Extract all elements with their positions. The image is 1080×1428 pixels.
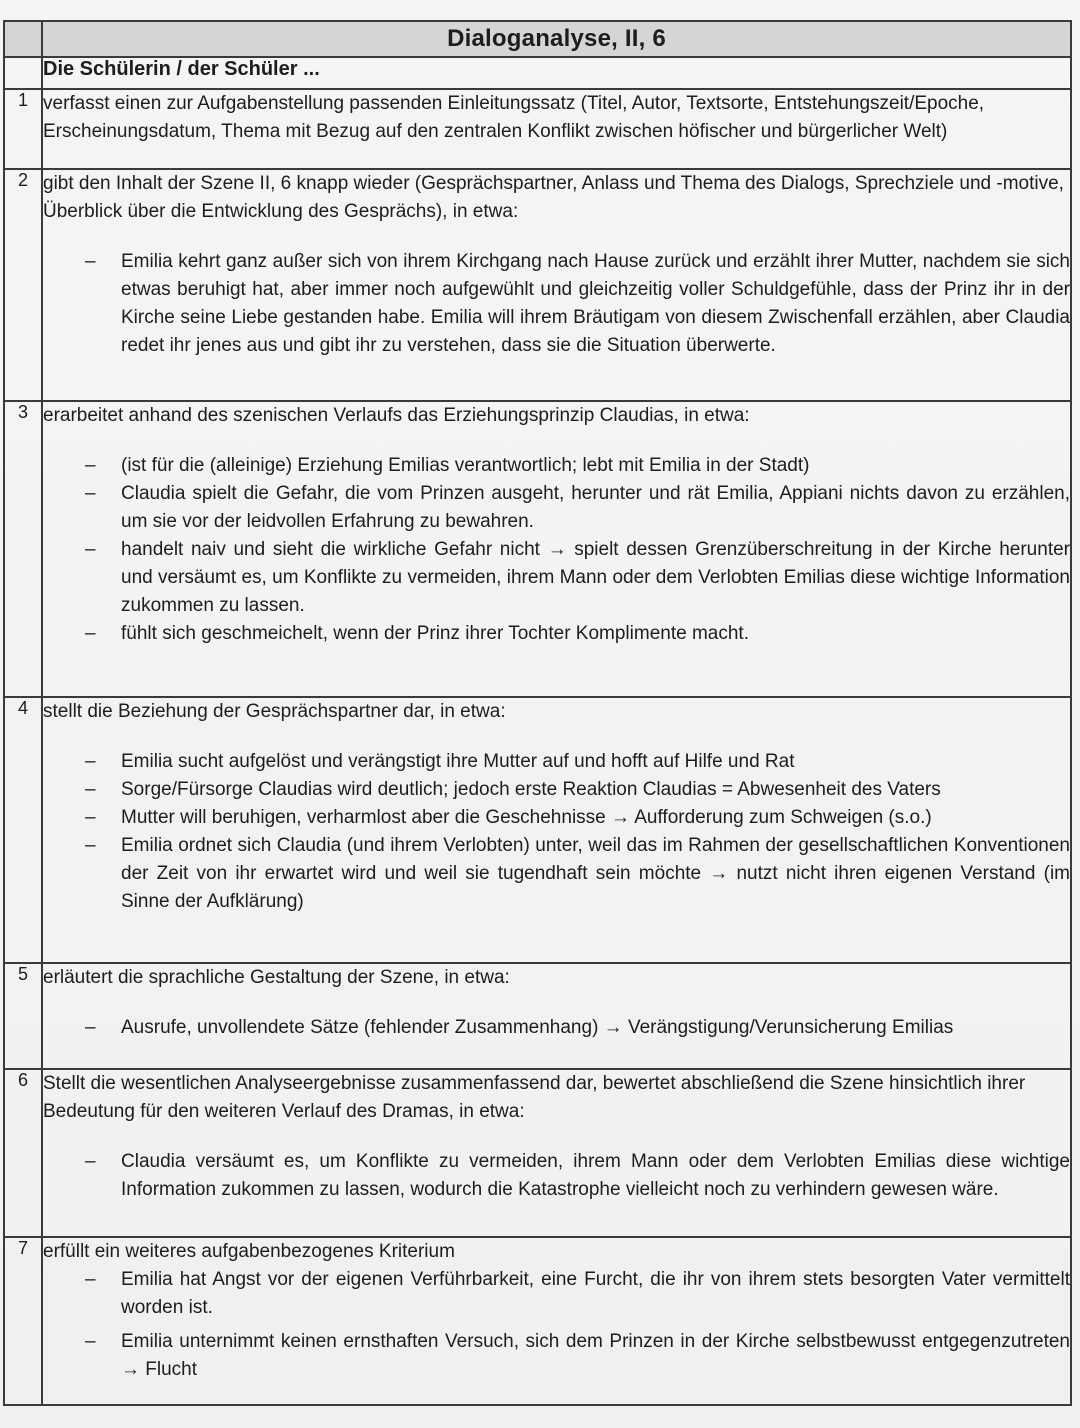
- criterion-items: [43, 1014, 1070, 1042]
- header-corner-cell: [4, 21, 42, 57]
- criterion-body: [42, 401, 1071, 697]
- list-item: – Emilia sucht aufgelöst und verängstigt ihre Mutter auf und hofft auf Hilfe und Rat: [43, 748, 1070, 776]
- criterion-text: gibt den Inhalt der Szene II, 6 knapp wieder (Gesprächspartner, Anlass und Thema des Dialogs, Sprechziele und -motive, Überblick über die Entwicklung des Gesprächs), in etwa:: [43, 173, 1064, 222]
- criterion-items: [43, 452, 1070, 648]
- criterion-text: verfasst einen zur Aufgabenstellung passenden Einleitungssatz (Titel, Autor, Textsorte, Entstehungszeit/Epoche, Erscheinungsdatum, Thema mit Bezug auf den zentralen Konflikt zwischen höfischer und bürgerlicher Welt): [43, 93, 985, 142]
- list-item: – Ausrufe, unvollendete Sätze (fehlender Zusammenhang) → Verängstigung/Verunsicherung Emilias: [43, 1014, 1070, 1042]
- criterion-number: 2: [4, 169, 42, 401]
- criterion-text: erarbeitet anhand des szenischen Verlaufs das Erziehungsprinzip Claudias, in etwa:: [43, 405, 750, 426]
- criterion-body: [42, 169, 1071, 401]
- criterion-row-2: [4, 169, 1071, 401]
- criterion-items: [43, 1148, 1070, 1204]
- list-item: – handelt naiv und sieht die wirkliche Gefahr nicht → spielt dessen Grenzüberschreitung in der Kirche herunter und versäumt es, um Konflikte zu vermeiden, ihrem Mann oder dem Verlobten Emilias diese wichtige Information zukommen zu lassen.: [43, 536, 1070, 620]
- list-item: – Claudia versäumt es, um Konflikte zu vermeiden, ihrem Mann oder dem Verlobten Emilias diese wichtige Information zukommen zu lassen, wodurch die Katastrophe vielleicht noch zu verhindern gewesen wäre.: [43, 1148, 1070, 1204]
- criteria-table: [3, 20, 1072, 1406]
- criterion-number: 6: [4, 1069, 42, 1237]
- criterion-row-1: [4, 89, 1071, 169]
- criterion-row-3: [4, 401, 1071, 697]
- list-item: – Sorge/Fürsorge Claudias wird deutlich; jedoch erste Reaktion Claudias = Abwesenheit des Vaters: [43, 776, 1070, 804]
- criterion-row-7: [4, 1237, 1071, 1405]
- subtitle-corner-cell: [4, 57, 42, 89]
- criterion-body: [42, 1069, 1071, 1237]
- criterion-body: [42, 89, 1071, 169]
- criterion-text: Stellt die wesentlichen Analyseergebnisse zusammenfassend dar, bewertet abschließend die Szene hinsichtlich ihrer Bedeutung für den weiteren Verlauf des Dramas, in etwa:: [43, 1073, 1026, 1122]
- list-item: – fühlt sich geschmeichelt, wenn der Prinz ihrer Tochter Komplimente macht.: [43, 620, 1070, 648]
- list-item: – Emilia ordnet sich Claudia (und ihrem Verlobten) unter, weil das im Rahmen der gesellschaftlichen Konventionen der Zeit von ihr erwartet wird und weil sie tugendhaft sein möchte → nutzt nicht ihren eigenen Verstand (im Sinne der Aufklärung): [43, 832, 1070, 916]
- list-item: – Mutter will beruhigen, verharmlost aber die Geschehnisse → Aufforderung zum Schweigen (s.o.): [43, 804, 1070, 832]
- document-subtitle: Die Schülerin / der Schüler ...: [42, 57, 1071, 89]
- list-item: – Emilia kehrt ganz außer sich von ihrem Kirchgang nach Hause zurück und erzählt ihrer Mutter, nachdem sie sich etwas beruhigt hat, aber immer noch aufgewühlt und gleichzeitig voller Schuldgefühle, dass der Prinz ihr in der Kirche seine Liebe gestanden habe. Emilia will ihrem Bräutigam von diesem Zwischenfall erzählen, aber Claudia redet ihr jenes aus und gibt ihr zu verstehen, dass sie die Situation überwerte.: [43, 248, 1070, 360]
- header-row: [4, 21, 1071, 57]
- criterion-row-4: [4, 697, 1071, 963]
- criterion-text: erfüllt ein weiteres aufgabenbezogenes Kriterium: [43, 1241, 455, 1262]
- criterion-number: 3: [4, 401, 42, 697]
- criterion-text: stellt die Beziehung der Gesprächspartner dar, in etwa:: [43, 701, 506, 722]
- list-item: – Emilia unternimmt keinen ernsthaften Versuch, sich dem Prinzen in der Kirche selbstbewusst entgegenzutreten → Flucht: [43, 1328, 1070, 1384]
- criterion-row-5: [4, 963, 1071, 1069]
- criterion-number: 4: [4, 697, 42, 963]
- list-item: – Emilia hat Angst vor der eigenen Verführbarkeit, eine Furcht, die ihr von ihrem stets besorgten Vater vermittelt worden ist.: [43, 1266, 1070, 1322]
- criterion-items: [43, 248, 1070, 360]
- criterion-number: 5: [4, 963, 42, 1069]
- criterion-row-6: [4, 1069, 1071, 1237]
- criterion-number: 1: [4, 89, 42, 169]
- criterion-items: [43, 1266, 1070, 1384]
- list-item: – (ist für die (alleinige) Erziehung Emilias verantwortlich; lebt mit Emilia in der Stadt): [43, 452, 1070, 480]
- document-title: Dialoganalyse, II, 6: [42, 21, 1071, 57]
- criterion-text: erläutert die sprachliche Gestaltung der Szene, in etwa:: [43, 967, 510, 988]
- criterion-body: [42, 697, 1071, 963]
- criterion-number: 7: [4, 1237, 42, 1405]
- criterion-body: [42, 1237, 1071, 1405]
- criterion-body: [42, 963, 1071, 1069]
- subtitle-row: [4, 57, 1071, 89]
- list-item: – Claudia spielt die Gefahr, die vom Prinzen ausgeht, herunter und rät Emilia, Appiani nichts davon zu erzählen, um sie vor der leidvollen Erfahrung zu bewahren.: [43, 480, 1070, 536]
- criterion-items: [43, 748, 1070, 916]
